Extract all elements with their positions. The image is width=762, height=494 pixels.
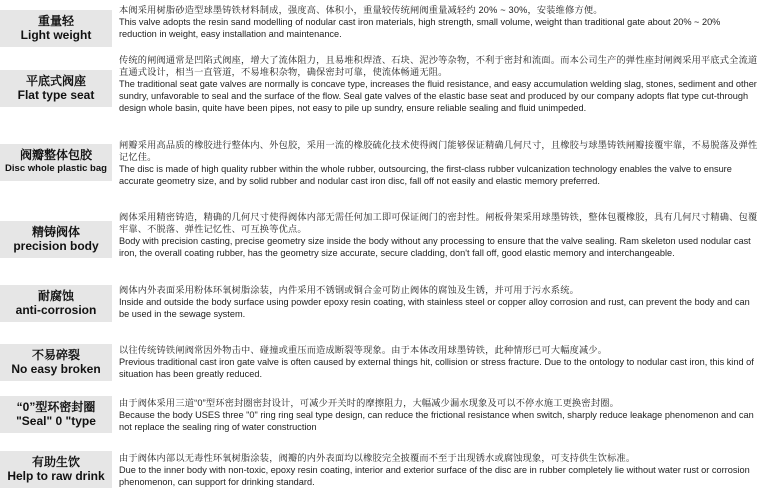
feature-label-zh: 平底式阀座 xyxy=(25,74,86,88)
feature-description xyxy=(119,397,759,433)
feature-description xyxy=(119,139,759,187)
feature-description xyxy=(119,284,759,320)
feature-description xyxy=(119,54,759,114)
feature-label-en: Flat type seat xyxy=(17,88,95,102)
feature-label-zh: 阀瓣整体包胶 xyxy=(19,148,92,162)
feature-label-en: Help to raw drink xyxy=(7,469,105,483)
feature-label xyxy=(0,144,112,181)
feature-desc-en: Due to the inner body with non-toxic, epoxy resin coating, interior and exterior surface of the disc are in rubber completely lie without water rust or corrosion phenomenon, can support for drinking standard. xyxy=(119,465,750,488)
feature-description xyxy=(119,344,759,380)
feature-desc-en: Because the body USES three "0" ring ring seal type design, can reduce the frictional resistance when switch, sharply reduce leakage phenomenon and can not replace the sealing ring of water construction xyxy=(119,410,754,433)
feature-label xyxy=(0,70,112,107)
feature-label-zh: 重量轻 xyxy=(37,14,74,28)
feature-label xyxy=(0,285,112,322)
feature-label-en: Light weight xyxy=(20,28,92,42)
feature-desc-zh: 以往传统铸铁闸阀常因外物击中、碰撞或重压而造成断裂等现象。由于本体改用球墨铸铁，此种情形已可大幅度减少。 xyxy=(119,345,608,355)
feature-label-zh: 不易碎裂 xyxy=(31,348,80,362)
feature-desc-zh: 传统的闸阀通常是凹陷式阀座，增大了流体阻力，且易堆积焊渣、石块、泥沙等杂物，不利于密封和流面。而本公司生产的弹性座封闸阀采用平底式全流道直通式设计，相当一直管道，不易堆积杂物，确保密封可靠，使流体畅通无阻。 xyxy=(119,55,758,78)
feature-desc-zh: 由于阀体采用三道“0”型环密封圈密封设计，可减少开关时的摩擦阻力，大幅减少漏水现象及可以不停水施工更换密封圈。 xyxy=(119,398,619,408)
feature-desc-en: The traditional seat gate valves are normally is concave type, increases the fluid resistance, and easy accumulation welding slag, stones, sediment and other sundry, unfavorable to seal and the surface of the flow. Seal gate valves of the elastic base seat and produced by our company adopts flat type cut-through design whole basin, quite have been pipes, not easy to pile up sundry, ensure reliable sealing and fluid unimpeded. xyxy=(119,79,757,114)
feature-desc-zh: 闸瓣采用高品质的橡胶进行整体内、外包胶，采用一流的橡胶硫化技术使得阀门能够保证精确几何尺寸，且橡胶与球墨铸铁闸瓣接覆牢靠，不易脱落及弹性记忆佳。 xyxy=(119,140,758,163)
feature-desc-zh: 阀体采用精密铸造，精确的几何尺寸使得阀体内部无需任何加工即可保证阀门的密封性。闸板骨架采用球墨铸铁，整体包覆橡胶，具有几何尺寸精确、包覆牢靠、不脱落、弹性记忆性、可互换等优点。 xyxy=(119,212,758,235)
feature-label-en: precision body xyxy=(13,239,99,253)
feature-label xyxy=(0,344,112,381)
feature-desc-en: Previous traditional cast iron gate valve is often caused by external things hit, collision or stress fracture. Due to the ontology to nodular cast iron, this kind of situation has been greatly reduced. xyxy=(119,357,754,380)
feature-desc-en: This valve adopts the resin sand modelling of nodular cast iron materials, high strength, small volume, weight than traditional gate about 20% ~ 20% reduction in weight, easy installation and maintenance. xyxy=(119,17,721,40)
feature-description xyxy=(119,4,759,40)
feature-desc-en: Body with precision casting, precise geometry size inside the body without any processing to ensure that the valve sealing. Ram skeleton used nodular cast iron, the overall coating rubber, has the geometry size accurate, secure cladding, don't fall off, good elastic memory and interchangeable. xyxy=(119,236,751,259)
feature-description xyxy=(119,452,759,488)
feature-label xyxy=(0,396,112,433)
feature-desc-zh: 本阀采用树脂砂造型球墨铸铁材料制成，强度高、体积小，重量较传统闸阀重量减轻约 20% ~ 30%，安装维修方便。 xyxy=(119,5,603,15)
feature-label-zh: “0”型环密封圈 xyxy=(16,400,96,414)
feature-label xyxy=(0,451,112,488)
feature-label-zh: 有助生饮 xyxy=(31,455,80,469)
feature-label-zh: 精铸阀体 xyxy=(31,225,80,239)
feature-description xyxy=(119,211,759,259)
feature-desc-en: Inside and outside the body surface using powder epoxy resin coating, with stainless steel or copper alloy corrosion and rust, can prevent the body and can be used in the sewage system. xyxy=(119,297,750,320)
feature-desc-zh: 由于阀体内部以无毒性环氧树脂涂装，阀瓣的内外表面均以橡胶完全披覆而不至于出现锈水或腐蚀现象，可支持供生饮标准。 xyxy=(119,453,636,463)
feature-label-en: Disc whole plastic bag xyxy=(5,163,107,174)
feature-label xyxy=(0,221,112,258)
feature-label-en: No easy broken xyxy=(11,362,101,376)
feature-desc-en: The disc is made of high quality rubber within the whole rubber, outsourcing, the first-class rubber vulcanization technology enables the valve to ensure accurate geometry size, and by solid rubber and nodular cast iron disc, fall off not easily and elastic memory preferred. xyxy=(119,164,732,187)
feature-label xyxy=(0,10,112,47)
feature-label-en: "Seal" 0 "type xyxy=(16,414,96,428)
feature-label-zh: 耐腐蚀 xyxy=(37,289,74,303)
feature-label-en: anti-corrosion xyxy=(15,303,97,317)
feature-desc-zh: 阀体内外表面采用粉体环氧树脂涂装，内件采用不锈钢或铜合金可防止阀体的腐蚀及生锈，并可用于污水系统。 xyxy=(119,285,579,295)
